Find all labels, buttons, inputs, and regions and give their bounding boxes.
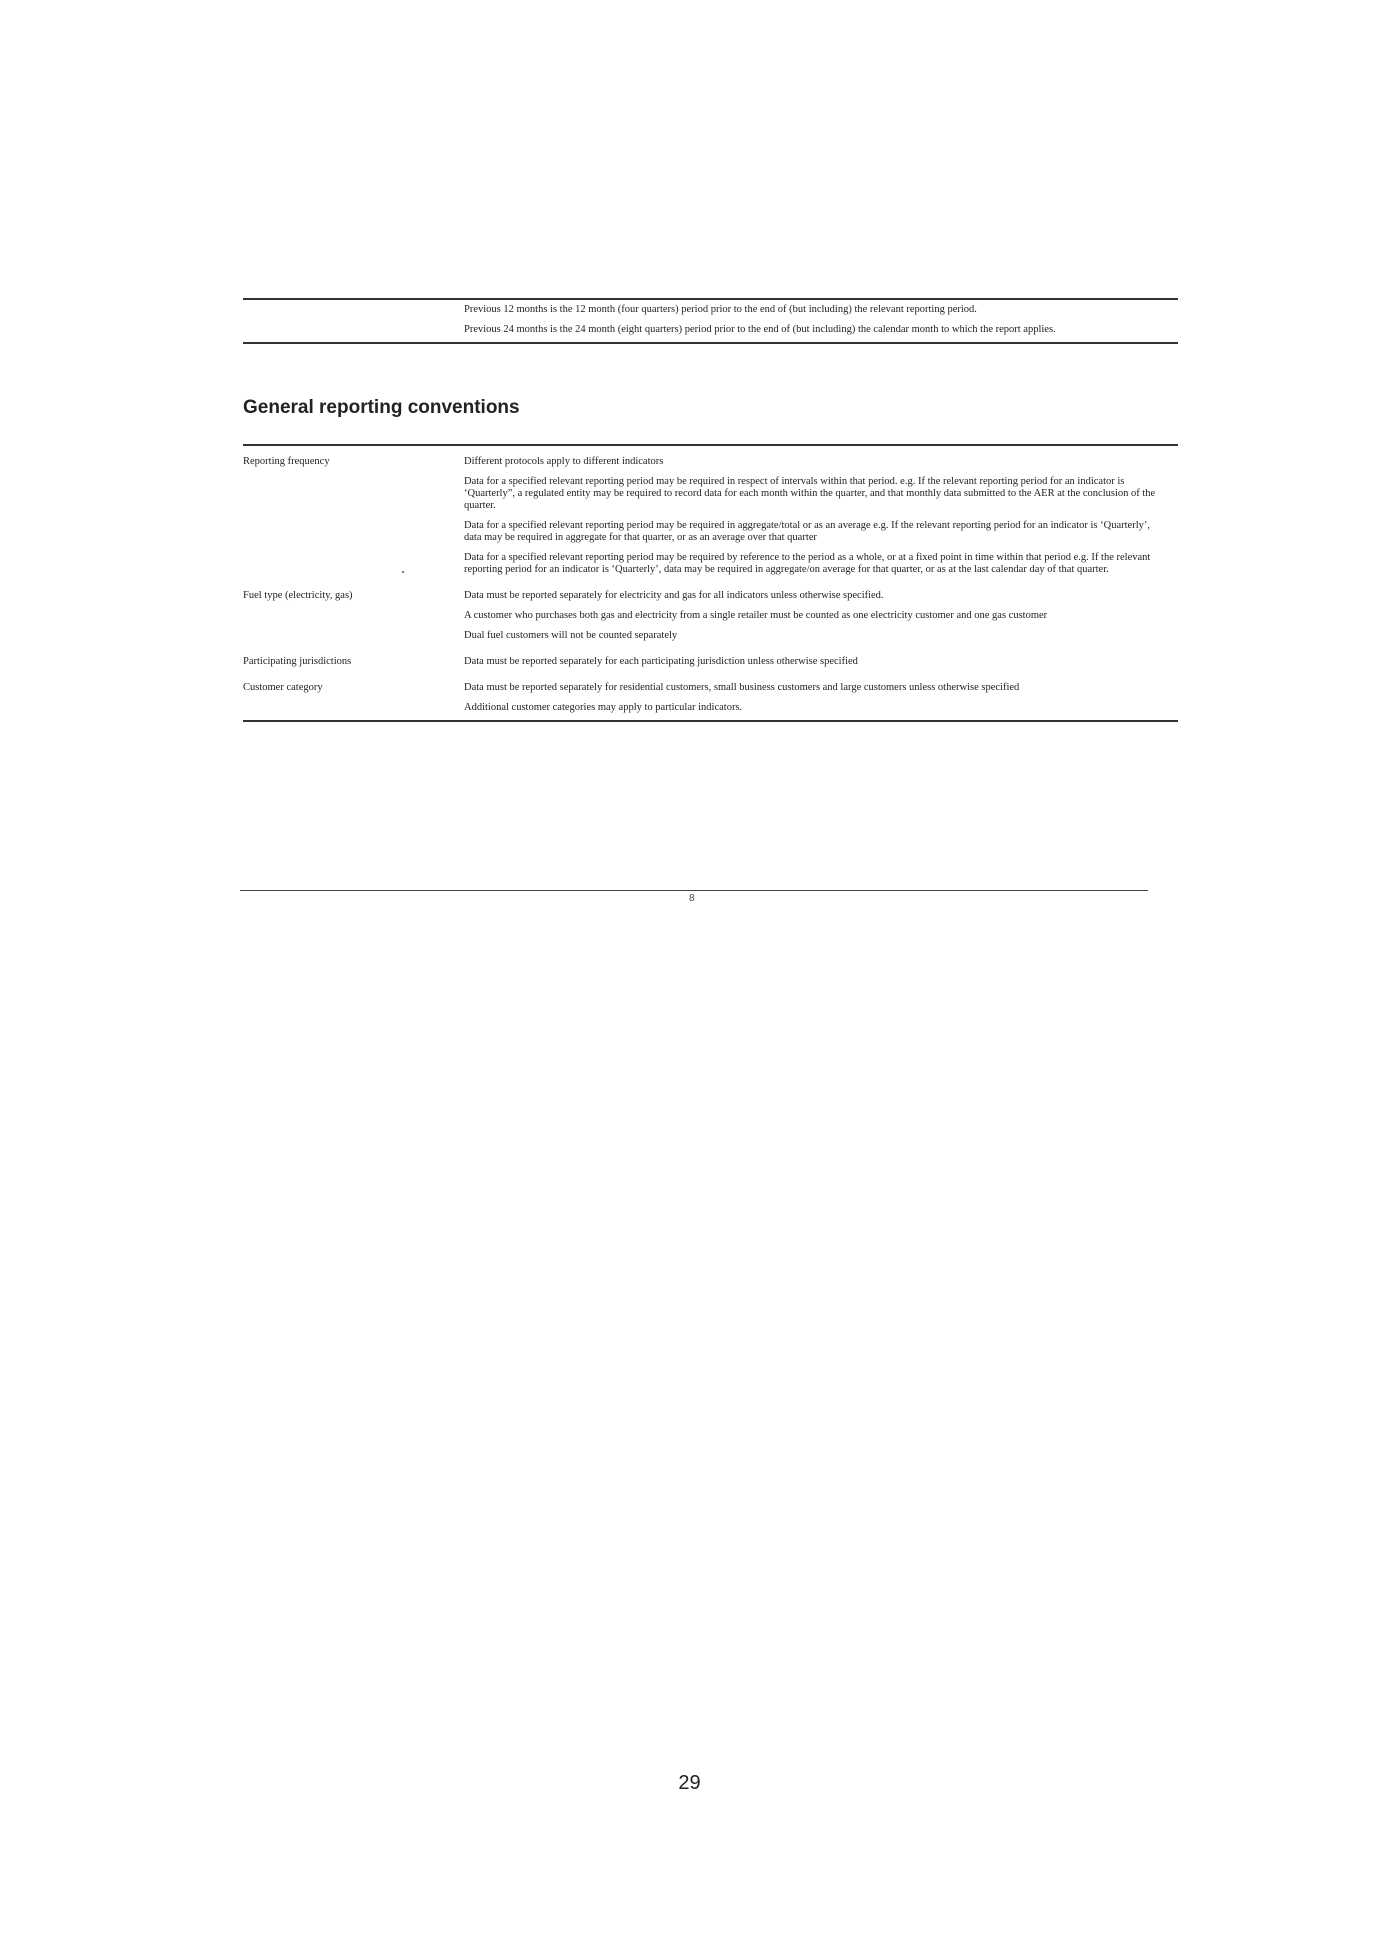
row-paragraph: Dual fuel customers will not be counted separately xyxy=(464,630,678,641)
previous-12-months-definition: Previous 12 months is the 12 month (four quarters) period prior to the end of (but including) the relevant reporting period. xyxy=(464,304,977,315)
row-paragraph: Different protocols apply to different indicators xyxy=(464,456,664,467)
footer-rule xyxy=(240,890,1148,891)
row-label: Customer category xyxy=(243,682,323,693)
row-content xyxy=(464,590,1164,642)
row-paragraph: Data must be reported separately for each participating jurisdiction unless otherwise specified xyxy=(464,656,858,667)
inner-page-number: 8 xyxy=(689,893,695,904)
row-paragraph: Data for a specified relevant reporting period may be required by reference to the period as a whole, or at a fixed point in time within that period e.g. If the relevant reporting period for an indicator is ‘Quarterly’, data may be required in aggregate/on average for that quarter, or as at the last calendar day of that quarter. xyxy=(464,552,1151,575)
table-row-participating-jurisdictions xyxy=(243,656,1178,668)
table-row-fuel-type xyxy=(243,590,1178,642)
row-paragraph: Data for a specified relevant reporting period may be required in respect of intervals within that period. e.g. If the relevant reporting period for an indicator is ‘Quarterly”, a regulated entity may be required to record data for each month within the quarter, and that monthly data submitted to the AER at the conclusion of the quarter. xyxy=(464,476,1156,511)
previous-24-months-definition: Previous 24 months is the 24 month (eight quarters) period prior to the end of (but including) the calendar month to which the report applies. xyxy=(464,324,1056,335)
row-content xyxy=(464,682,1164,714)
scan-artifact-dot xyxy=(402,571,404,573)
table-row-reporting-frequency xyxy=(243,456,1178,576)
row-paragraph: Data for a specified relevant reporting period may be required in aggregate/total or as an average e.g. If the relevant reporting period for an indicator is ‘Quarterly’, data may be required in aggregate for that quarter, or as an average over that quarter xyxy=(464,520,1150,543)
conventions-table xyxy=(243,444,1178,722)
row-content xyxy=(464,656,1164,668)
section-title: General reporting conventions xyxy=(243,397,520,418)
row-content xyxy=(464,456,1164,576)
row-paragraph: A customer who purchases both gas and electricity from a single retailer must be counted as one electricity customer and one gas customer xyxy=(464,610,1048,621)
row-paragraph: Data must be reported separately for electricity and gas for all indicators unless otherwise specified. xyxy=(464,590,884,601)
row-paragraph: Additional customer categories may apply to particular indicators. xyxy=(464,702,743,713)
continuation-table xyxy=(243,298,1178,344)
table-row-customer-category xyxy=(243,682,1178,714)
row-label: Reporting frequency xyxy=(243,456,330,467)
page-number: 29 xyxy=(678,1772,701,1794)
row-paragraph: Data must be reported separately for residential customers, small business customers and large customers unless otherwise specified xyxy=(464,682,1020,693)
row-label: Fuel type (electricity, gas) xyxy=(243,590,353,601)
row-label: Participating jurisdictions xyxy=(243,656,352,667)
